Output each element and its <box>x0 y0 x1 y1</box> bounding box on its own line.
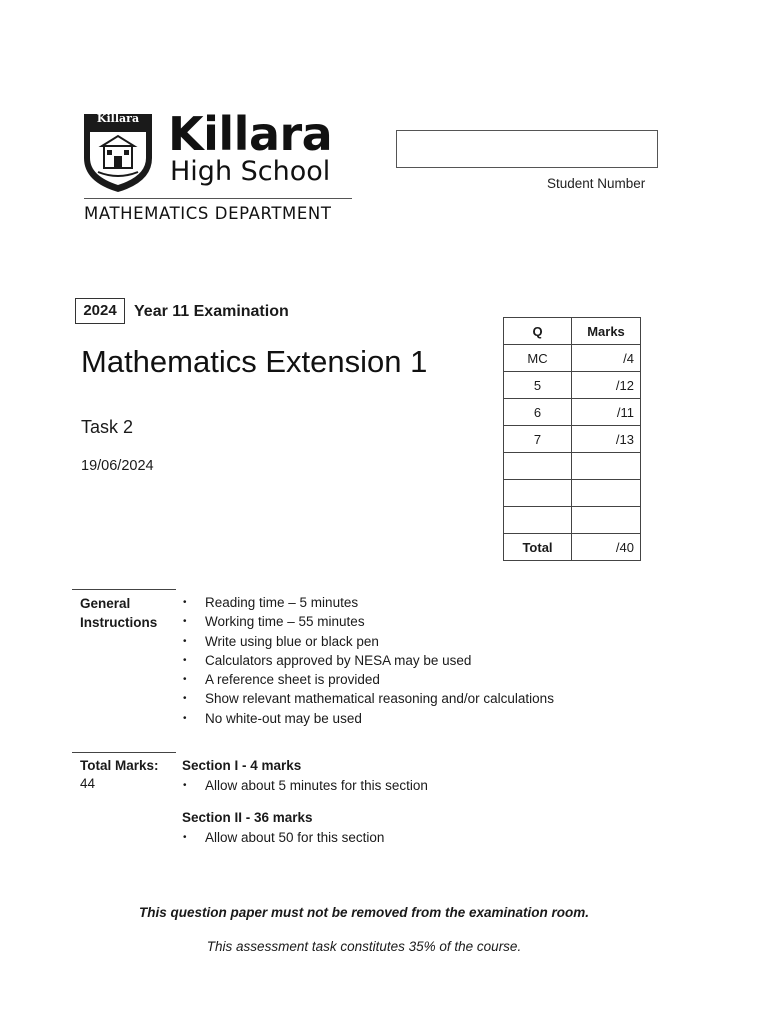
table-row <box>504 399 641 426</box>
exam-year-badge: 2024 <box>75 298 125 324</box>
school-name: Killara <box>168 107 333 161</box>
table-row <box>504 372 641 399</box>
course-weighting-note: This assessment task constitutes 35% of the course. <box>206 939 522 954</box>
list-item: • Calculators approved by NESA may be used <box>182 651 554 670</box>
question-cell <box>504 453 572 480</box>
question-cell: MC <box>504 345 572 372</box>
list-item: • Working time – 55 minutes <box>182 612 554 631</box>
exam-label: Year 11 Examination <box>134 303 289 320</box>
subject-title: Mathematics Extension 1 <box>81 344 428 379</box>
bullet-icon: • <box>183 780 187 791</box>
marks-table-header <box>504 318 641 345</box>
marks-cell: /4 <box>572 345 641 372</box>
table-total-row <box>504 534 641 561</box>
general-instructions-label: General Instructions <box>80 596 158 630</box>
table-row <box>504 453 641 480</box>
exam-room-notice: This question paper must not be removed from the examination room. <box>138 905 590 920</box>
marks-cell <box>572 480 641 507</box>
question-cell: 5 <box>504 372 572 399</box>
list-item: • A reference sheet is provided <box>182 670 554 689</box>
bullet-icon: • <box>183 832 187 843</box>
school-subtitle: High School <box>170 156 331 187</box>
list-item: • Show relevant mathematical reasoning and/or calculations <box>182 689 554 708</box>
marks-cell: /11 <box>572 399 641 426</box>
student-number-label: Student Number <box>547 176 646 191</box>
instructions-divider <box>72 589 176 590</box>
general-instructions-list <box>182 593 554 728</box>
table-row <box>504 426 641 453</box>
list-item: • Reading time – 5 minutes <box>182 593 554 612</box>
question-cell: 6 <box>504 399 572 426</box>
total-marks-label: Total Marks: <box>80 758 159 773</box>
section-2-note: • Allow about 50 for this section <box>183 830 385 845</box>
list-item: • No white-out may be used <box>182 709 554 728</box>
question-cell <box>504 480 572 507</box>
crest-text: Killara <box>96 112 140 125</box>
logo-divider <box>84 198 352 199</box>
section-2-title: Section II - 36 marks <box>182 810 313 825</box>
marks-cell: /13 <box>572 426 641 453</box>
student-number-field[interactable] <box>396 130 658 168</box>
table-row <box>504 480 641 507</box>
marks-cell <box>572 507 641 534</box>
table-row <box>504 507 641 534</box>
task-label: Task 2 <box>81 417 134 437</box>
list-item: • Write using blue or black pen <box>182 632 554 651</box>
total-label-cell: Total <box>504 534 572 561</box>
question-cell: 7 <box>504 426 572 453</box>
section-1-note: • Allow about 5 minutes for this section <box>183 778 428 793</box>
marks-cell <box>572 453 641 480</box>
table-row <box>504 345 641 372</box>
total-marks-value: 44 <box>80 776 96 791</box>
question-cell <box>504 507 572 534</box>
total-marks-cell: /40 <box>572 534 641 561</box>
total-marks-divider <box>72 752 176 753</box>
header-marks: Marks <box>572 318 641 345</box>
section-1-title: Section I - 4 marks <box>182 758 302 773</box>
marks-table <box>503 317 641 561</box>
header-q: Q <box>504 318 572 345</box>
department-name: MATHEMATICS DEPARTMENT <box>84 204 332 223</box>
exam-date: 19/06/2024 <box>81 458 154 474</box>
marks-cell: /12 <box>572 372 641 399</box>
